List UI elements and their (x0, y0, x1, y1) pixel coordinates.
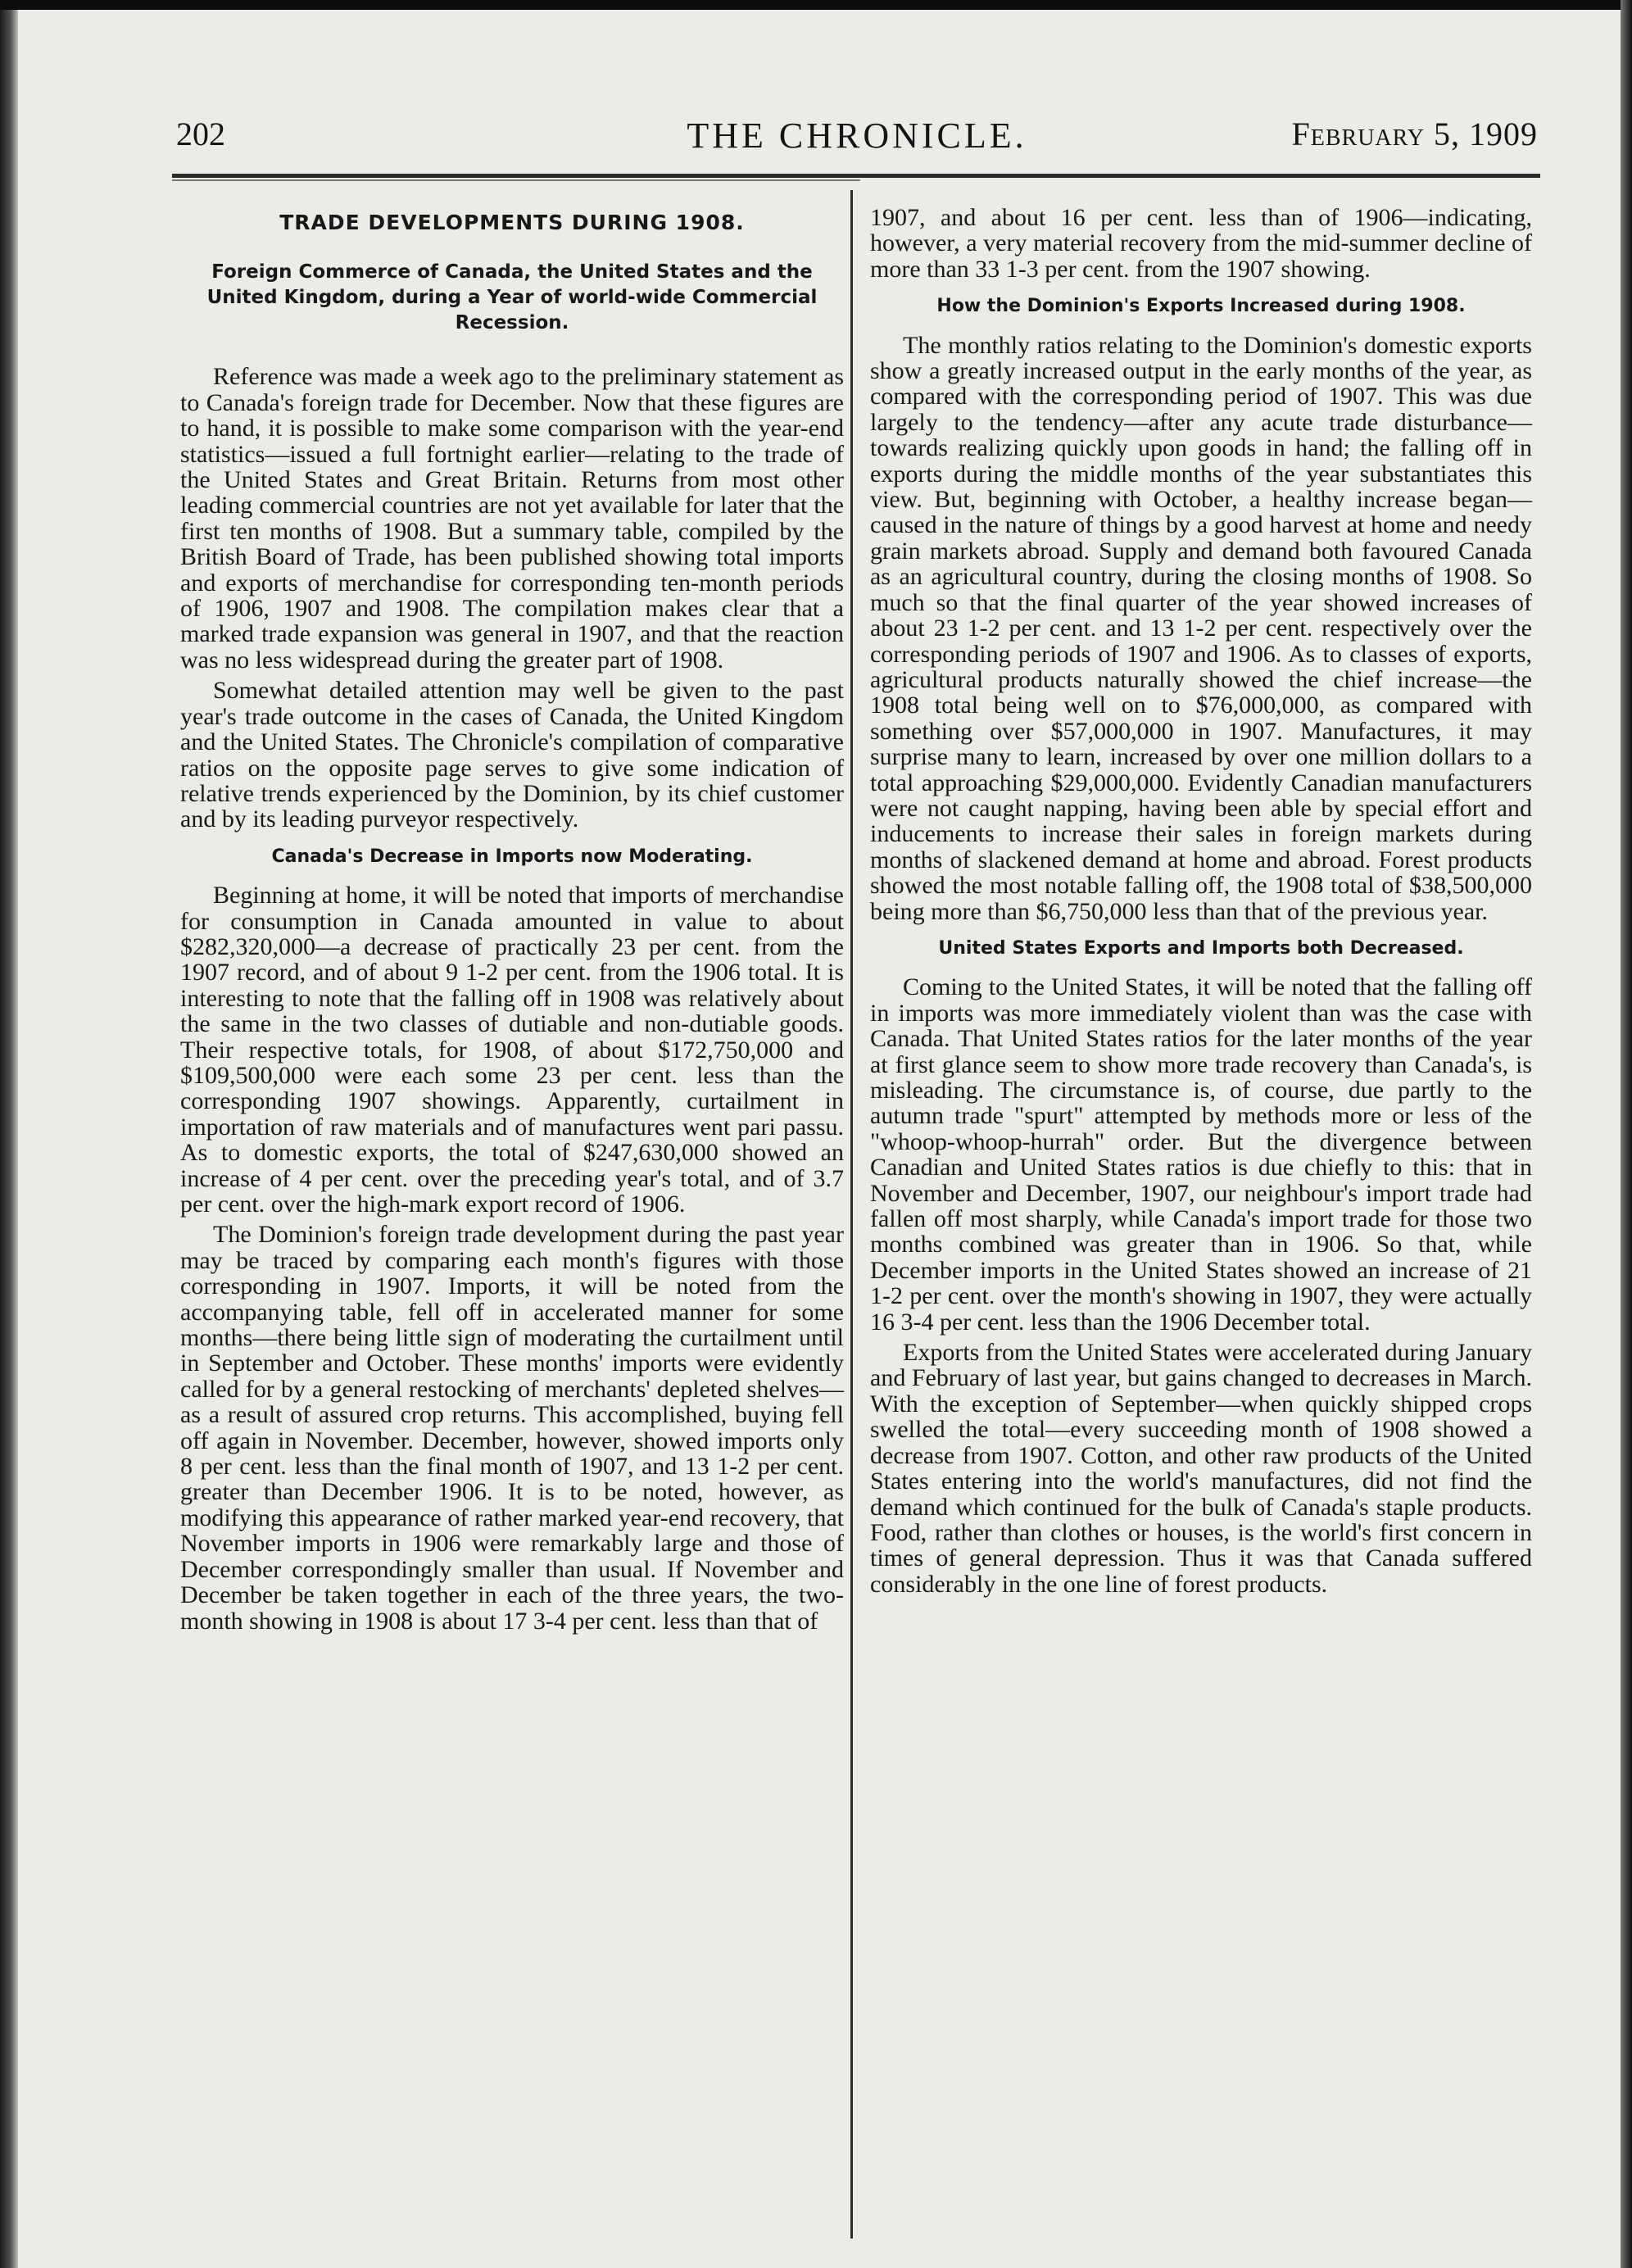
header-rule-secondary (172, 179, 860, 181)
left-column (180, 205, 844, 1634)
column-divider (850, 190, 853, 2239)
page-number: 202 (176, 116, 225, 152)
header-rule (172, 174, 1540, 178)
issue-date: February 5, 1909 (1291, 116, 1538, 152)
article-subtitle: Foreign Commerce of Canada, the United States and the United Kingdom, during a Year of world-wide Commercial Recession. (206, 261, 818, 334)
paragraph: Reference was made a week ago to the preliminary statement as to Canada's foreign trade for December. Now that these figures are to hand, it is possible to make some comparison with the year-end statistics—issued a full fortnight earlier—relating to the trade of the United States and Great Britain. Returns from most other leading commercial countries are not yet available for later that the first ten months of 1908. But a summary table, compiled by the British Board of Trade, has been published showing total imports and exports of merchandise for corresponding ten-month periods of 1906, 1907 and 1908. The compilation makes clear that a marked trade expansion was general in 1907, and that the reaction was no less widespread during the greater part of 1908. (180, 363, 844, 674)
paragraph: The Dominion's foreign trade development during the past year may be traced by comparing each month's figures with those corresponding in 1907. Imports, it will be noted from the accompanying table, fell off in accelerated manner for some months—there being little sign of moderating the curtailment until in September and October. These months' imports were evidently called for by a general restocking of merchants' depleted shelves—as a result of assured crop returns. This accomplished, buying fell off again in November. December, however, showed imports only 8 per cent. less than the final month of 1907, and 13 1-2 per cent. greater than December 1906. It is to be noted, however, as modifying this appearance of rather marked year-end recovery, that November imports in 1906 were remarkably large and those of December correspondingly smaller than usual. If November and December be taken together in each of the three years, the two-month showing in 1908 is about 17 3-4 per cent. less than that of (180, 1221, 844, 1635)
section-heading-dominion-exports: How the Dominion's Exports Increased during 1908. (936, 296, 1466, 317)
masthead: THE CHRONICLE. (687, 116, 1027, 156)
top-edge (0, 0, 1632, 10)
right-column (870, 205, 1532, 1597)
paragraph: Somewhat detailed attention may well be given to the past year's trade outcome in the cases of Canada, the United Kingdom and the United States. The Chronicle's compilation of comparative ratios on the opposite page serves to give some indication of relative trends experienced by the Dominion, by its chief customer and by its leading purveyor respectively. (180, 677, 844, 833)
paragraph-continuation: 1907, and about 16 per cent. less than of 1906—indicating, however, a very material recovery from the mid-summer decline of more than 33 1-3 per cent. from the 1907 showing. (870, 204, 1532, 283)
right-edge (1621, 0, 1632, 2268)
page-header (176, 115, 1538, 164)
paragraph: Beginning at home, it will be noted that imports of merchandise for consumption in Canada amounted in value to about $282,320,000—a decrease of practically 23 per cent. from the 1907 record, and of about 9 1-2 per cent. from the 1906 total. It is interesting to note that the falling off in 1908 was relatively about the same in the two classes of dutiable and non-dutiable goods. Their respective totals, for 1908, of about $172,750,000 and $109,500,000 were each some 23 per cent. less than the corresponding 1907 showings. Apparently, curtailment in importation of raw materials and of manufactures went pari passu. As to domestic exports, the total of $247,630,000 showed an increase of 4 per cent. over the preceding year's total, and of 3.7 per cent. over the high-mark export record of 1906. (180, 882, 844, 1218)
paragraph: Exports from the United States were accelerated during January and February of last year, but gains changed to decreases in March. With the exception of September—when quickly shipped crops swelled the total—every succeeding month of 1908 showed a decrease from 1907. Cotton, and other raw products of the United States entering into the world's manufactures, did not find the demand which continued for the bulk of Canada's staple products. Food, rather than clothes or houses, is the world's first concern in times of general depression. Thus it was that Canada suffered considerably in the one line of forest products. (870, 1339, 1532, 1598)
article-title: TRADE DEVELOPMENTS DURING 1908. (279, 211, 745, 234)
book-spine-shadow (0, 0, 18, 2268)
section-heading-canada-imports: Canada's Decrease in Imports now Moderating. (271, 846, 753, 867)
section-heading-united-states: United States Exports and Imports both Decreased. (938, 937, 1464, 959)
paragraph: The monthly ratios relating to the Dominion's domestic exports show a greatly increased output in the early months of the year, as compared with the corresponding period of 1907. This was due largely to the tendency—after any acute trade disturbance—towards realizing quickly upon goods in hand; the falling off in exports during the middle months of the year substantiates this view. But, beginning with October, a healthy increase began—caused in the nature of things by a good harvest at home and needy grain markets abroad. Supply and demand both favoured Canada as an agricultural country, during the closing months of 1908. So much so that the final quarter of the year showed increases of about 23 1-2 per cent. and 13 1-2 per cent. respectively over the corresponding periods of 1907 and 1906. As to classes of exports, agricultural products naturally showed the chief increase—the 1908 total being well on to $76,000,000, as compared with something over $57,000,000 in 1907. Manufactures, it may surprise many to learn, increased by over one million dollars to a total approaching $29,000,000. Evidently Canadian manufacturers were not caught napping, having been able by special effort and inducements to increase their sales in foreign markets during months of slackened demand at home and abroad. Forest products showed the most notable falling off, the 1908 total of $38,500,000 being more than $6,750,000 less than that of the previous year. (870, 331, 1532, 925)
paragraph: Coming to the United States, it will be noted that the falling off in imports was more immediately violent than was the case with Canada. That United States ratios for the later months of the year at first glance seem to show more trade recovery than Canada's, is misleading. The circumstance is, of course, due partly to the autumn trade "spurt" attempted by methods more or less of the "whoop-whoop-hurrah" order. But the divergence between Canadian and United States ratios is due chiefly to this: that in November and December, 1907, our neighbour's import trade had fallen off most sharply, while Canada's import trade for those two months combined was greater than in 1906. So that, while December imports in the United States showed an increase of 21 1-2 per cent. over the month's showing in 1907, they were actually 16 3-4 per cent. less than the 1906 December total. (870, 973, 1532, 1336)
